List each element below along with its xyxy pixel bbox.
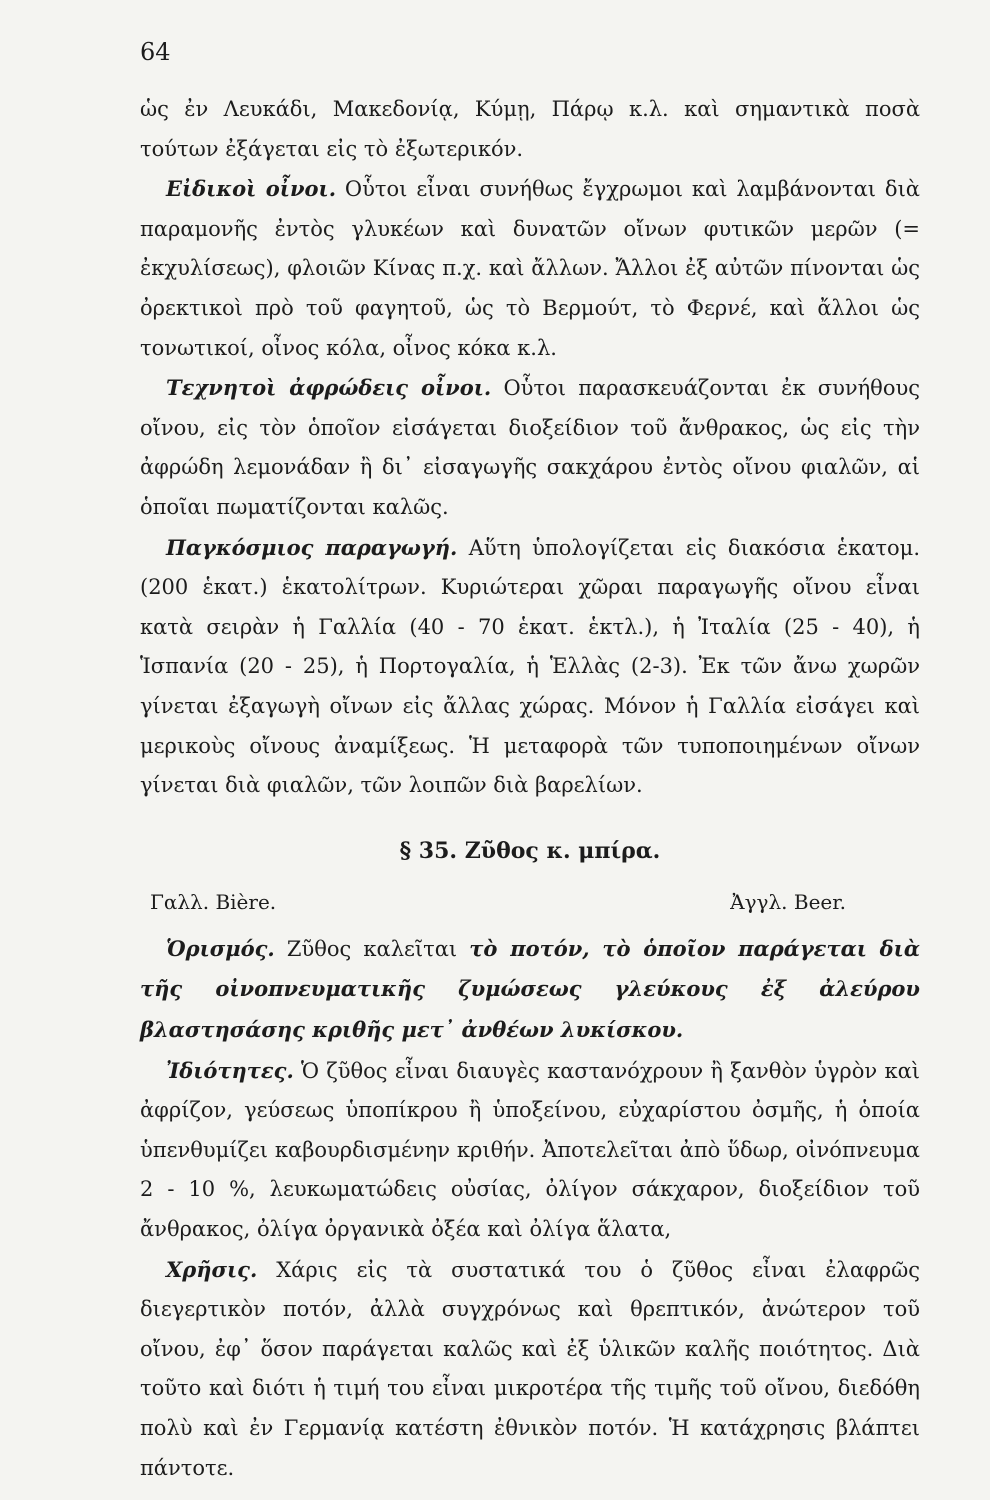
paragraph-continuation: ὡς ἐν Λευκάδι, Μακεδονίᾳ, Κύμῃ, Πάρῳ κ.λ. καὶ σημαντικὰ ποσὰ τούτων ἐξάγεται εἰς τὸ ἐξωτερικόν. bbox=[140, 97, 920, 161]
heading-world-production: Παγκόσμιος παραγωγή. bbox=[166, 534, 458, 560]
paragraph-special-wines bbox=[140, 169, 920, 368]
name-english: Ἀγγλ. Beer. bbox=[730, 890, 846, 915]
heading-sparkling-wines: Τεχνητοὶ ἀφρώδεις οἶνοι. bbox=[166, 375, 492, 401]
paragraph-definition bbox=[140, 929, 920, 1051]
text-definition-body: τὸ ποτόν, τὸ ὁποῖον παράγεται διὰ τῆς οἰνοπνευματικῆς ζυμώσεως γλεύκους ἐξ ἀλεύρου βλαστησάσης κριθῆς μετ᾽ ἀνθέων λυκίσκου. bbox=[140, 935, 920, 1043]
name-french: Γαλλ. Bière. bbox=[150, 890, 277, 915]
text-properties: Ὁ ζῦθος εἶναι διαυγὲς καστανόχρουν ἢ ξανθὸν ὑγρὸν καὶ ἀφρίζον, γεύσεως ὑποπίκρου ἢ ὑποξείνου, εὐχαρίστου ὀσμῆς, ἡ ὁποία ὑπενθυμίζει καβουρδισμένην κριθήν. Ἀποτελεῖται ἀπὸ ὕδωρ, οἰνόπνευμα 2 - 10 %, λευκωματώδεις οὐσίας, ὀλίγον σάκχαρον, διοξείδιον τοῦ ἄνθρακος, ὀλίγα ὀργανικὰ ὀξέα καὶ ὀλίγα ἅλατα, bbox=[140, 1058, 920, 1242]
page-number: 64 bbox=[140, 38, 171, 66]
text-use: Χάρις εἰς τὰ συστατικά του ὁ ζῦθος εἶναι ἐλαφρῶς διεγερτικὸν ποτόν, ἀλλὰ συγχρόνως καὶ θρεπτικόν, ἀνώτερον τοῦ οἴνου, ἐφ᾽ ὅσον παράγεται καλῶς καὶ ἐξ ὑλικῶν καλῆς ποιότητος. Διὰ τοῦτο καὶ διότι ἡ τιμή του εἶναι μικροτέρα τῆς τιμῆς τοῦ οἴνου, διεδόθη πολὺ καὶ ἐν Γερμανίᾳ κατέστη ἐθνικὸν ποτόν. Ἡ κατάχρησις βλάπτει πάντοτε. bbox=[140, 1257, 920, 1480]
paragraph-world-production bbox=[140, 528, 920, 806]
text-special-wines: Οὗτοι εἶναι συνήθως ἔγχρωμοι καὶ λαμβάνονται διὰ παραμονῆς ἐντὸς γλυκέων καὶ δυνατῶν οἴνων φυτικῶν μερῶν (= ἐκχυλίσεως), φλοιῶν Κίνας π.χ. καὶ ἄλλων. Ἄλλοι ἐξ αὐτῶν πίνονται ὡς ὀρεκτικοὶ πρὸ τοῦ φαγητοῦ, ὡς τὸ Βερμούτ, τὸ Φερνέ, καὶ ἄλλοι ὡς τονωτικοί, οἶνος κόλα, οἶνος κόκα κ.λ. bbox=[140, 177, 920, 360]
heading-properties: Ἰδιότητες. bbox=[166, 1057, 294, 1083]
body-text bbox=[140, 90, 920, 1488]
foreign-names-row bbox=[140, 883, 920, 923]
section-title: § 35. Ζῦθος κ. μπίρα. bbox=[399, 837, 661, 864]
text-world-production: Αὕτη ὑπολογίζεται εἰς διακόσια ἑκατομ. (200 ἑκατ.) ἑκατολίτρων. Κυριώτεραι χῶραι παραγωγῆς οἴνου εἶναι κατὰ σειρὰν ἡ Γαλλία (40 - 70 ἑκατ. ἑκτλ.), ἡ Ἰταλία (25 - 40), ἡ Ἱσπανία (20 - 25), ἡ Πορτογαλία, ἡ Ἑλλὰς (2-3). Ἐκ τῶν ἄνω χωρῶν γίνεται ἐξαγωγὴ οἴνων εἰς ἄλλας χώρας. Μόνον ἡ Γαλλία εἰσάγει καὶ μερικοὺς οἴνους ἀναμίξεως. Ἡ μεταφορὰ τῶν τυποποιημένων οἴνων γίνεται διὰ φιαλῶν, τῶν λοιπῶν διὰ βαρελίων. bbox=[140, 535, 920, 798]
paragraph-sparkling-wines bbox=[140, 368, 920, 527]
heading-use: Χρῆσις. bbox=[166, 1256, 258, 1282]
paragraph-use bbox=[140, 1250, 920, 1489]
text-definition-lead: Ζῦθος καλεῖται bbox=[274, 936, 470, 961]
heading-special-wines: Εἰδικοὶ οἶνοι. bbox=[166, 176, 337, 202]
paragraph-properties bbox=[140, 1051, 920, 1250]
heading-definition: Ὁρισμός. bbox=[166, 935, 275, 961]
text-sparkling-wines: Οὗτοι παρασκευάζονται ἐκ συνήθους οἴνου, εἰς τὸν ὁποῖον εἰσάγεται διοξείδιον τοῦ ἄνθρακος, ὡς εἰς τὴν ἀφρώδη λεμονάδαν ἢ δι᾽ εἰσαγωγῆς σακχάρου ἐντὸς οἴνου φιαλῶν, αἱ ὁποῖαι πωματίζονται καλῶς. bbox=[140, 376, 920, 519]
